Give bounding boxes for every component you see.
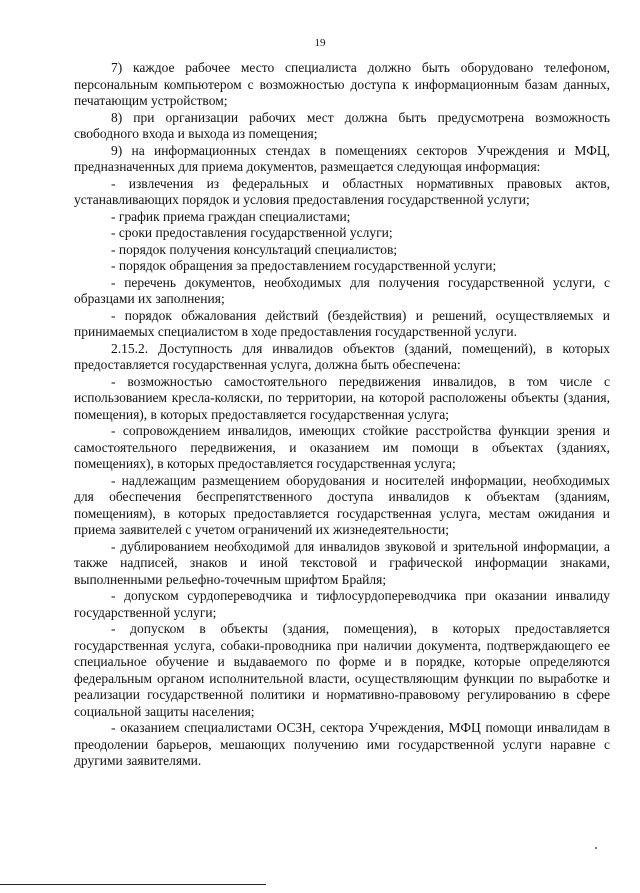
paragraph-item-8: 8) при организации рабочих мест должна быть предусмотрена возможность свободного входа и выхода из помещения;: [74, 109, 610, 141]
list-item-movement: - возможностью самостоятельного передвижения инвалидов, в том числе с использованием кресла-коляски, по территории, на которой расположены объекты (здания, помещения), в которых предоставляется государственная услуга;: [74, 373, 610, 422]
scan-speck: [595, 847, 597, 849]
list-item-documents: - перечень документов, необходимых для получения государственной услуги, с образцами их заполнения;: [74, 274, 610, 306]
paragraph-item-9: 9) на информационных стендах в помещениях секторов Учреждения и МФЦ, предназначенных для приема документов, размещается следующая информация:: [74, 142, 610, 174]
list-item-duplication: - дублированием необходимой для инвалидов звуковой и зрительной информации, а также надписей, знаков и иной текстовой и графической информации знаками, выполненными рельефно-точечным шрифтом Брайля;: [74, 538, 610, 587]
list-item-appeal-order: - порядок обжалования действий (бездействия) и решений, осуществляемых и принимаемых специалистом в ходе предоставления государственной услуги.: [74, 307, 610, 339]
list-item-equipment: - надлежащим размещением оборудования и носителей информации, необходимых для обеспечения беспрепятственного доступа инвалидов к объектам (зданиям, помещениям), в которых предоставляется государственная услуга, местам ожидания и приема заявителей с учетом ограничений их жизнедеятельности;: [74, 472, 610, 537]
page-number: 19: [314, 37, 326, 49]
paragraph-item-7: 7) каждое рабочее место специалиста должно быть оборудовано телефоном, персональным компьютером с возможностью доступа к информационным базам данных, печатающим устройством;: [74, 60, 610, 108]
list-item-escort: - сопровождением инвалидов, имеющих стойкие расстройства функции зрения и самостоятельного передвижения, и оказанием им помощи в объектах (зданиях, помещениях), в которых предоставляется государственная услуга;: [74, 423, 610, 471]
list-item-deadlines: - сроки предоставления государственной услуги;: [111, 225, 393, 240]
list-item-assistance: - оказанием специалистами ОСЗН, сектора Учреждения, МФЦ помощи инвалидам в преодолении барьеров, мешающих получению ими государственной услуги наравне с другими заявителями.: [74, 720, 610, 768]
list-item-application-order: - порядок обращения за предоставлением государственной услуги;: [111, 258, 497, 273]
list-item-guide-dog: - допуском в объекты (здания, помещения), в которых предоставляется государственная услуга, собаки-проводника при наличии документа, подтверждающего ее специальное обучение и выдаваемого по форме и в порядке, которые определяются федеральным органом исполнительной власти, осуществляющим функции по выработке и реализации государственной политики и нормативно-правовому регулированию в сфере социальной защиты населения;: [74, 621, 610, 719]
footnote-divider: [0, 884, 266, 885]
list-item-legal-extracts: - извлечения из федеральных и областных нормативных правовых актов, устанавливающих порядок и условия предоставления государственной услуги;: [74, 175, 610, 207]
list-item-schedule: - график приема граждан специалистами;: [111, 208, 351, 224]
list-item-interpreter: - допуском сурдопереводчика и тифлосурдопереводчика при оказании инвалиду государственной услуги;: [74, 588, 610, 620]
body-text: [74, 60, 610, 770]
list-item-consultations: - порядок получения консультаций специалистов;: [111, 241, 398, 257]
section-2-15-2: 2.15.2. Доступность для инвалидов объектов (зданий, помещений), в которых предоставляется государственная услуга, должна быть обеспечена:: [74, 340, 610, 372]
